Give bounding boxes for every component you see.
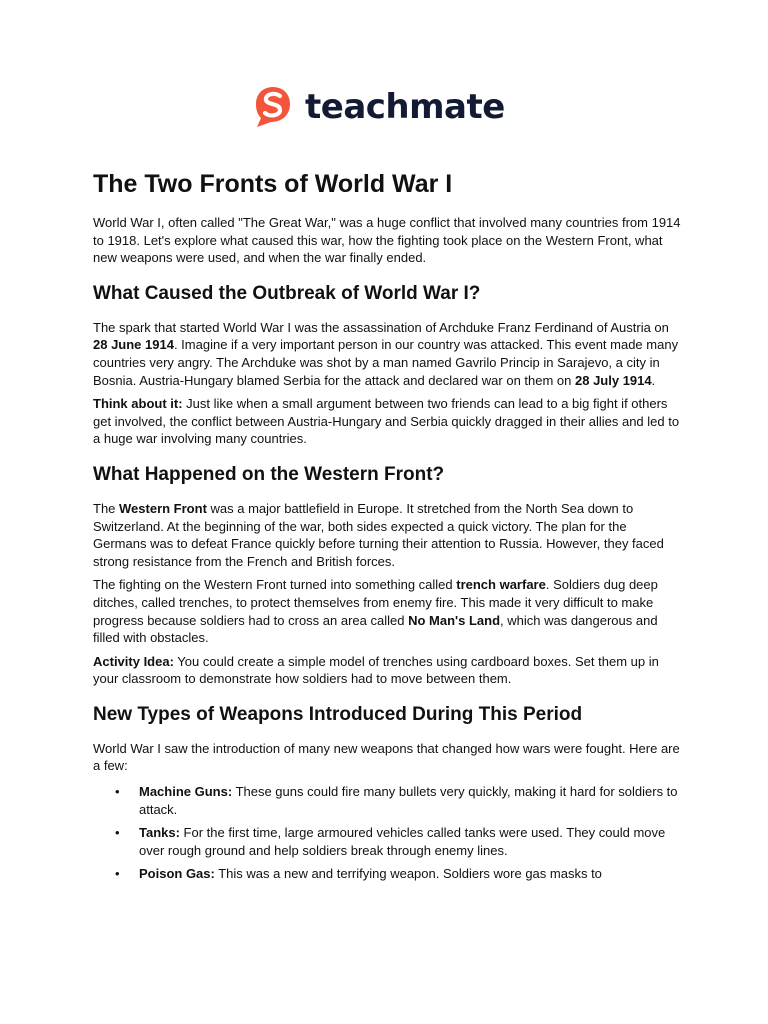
speech-bubble-s-logo-icon [254, 85, 292, 129]
western-front-paragraph: The Western Front was a major battlefield in Europe. It stretched from the North Sea down to Switzerland. At the beginning of the war, both sides expected a quick victory. The plan for the Germans was to defeat France quickly before turning their attention to Russia. However, they faced strong resistance from the French and British forces. [93, 500, 664, 569]
activity-idea-paragraph: Activity Idea: You could create a simple model of trenches using cardboard boxes. Set them up in your classroom to demonstrate how soldiers had to move between them. [93, 653, 659, 687]
date-28-july-1914: 28 July 1914 [575, 372, 652, 388]
section-heading-causes: What Caused the Outbreak of World War I? [93, 282, 481, 304]
list-item: • Poison Gas: This was a new and terrifying weapon. Soldiers wore gas masks to [115, 866, 602, 882]
think-about-it-label: Think about it: [93, 396, 183, 412]
document-body [93, 168, 683, 889]
brand-logo [254, 84, 505, 130]
weapons-intro-paragraph: World War I saw the introduction of many new weapons that changed how wars were fought. Here are a few: [93, 740, 680, 774]
section-heading-western-front: What Happened on the Western Front? [93, 463, 445, 485]
list-item: • Tanks: For the first time, large armoured vehicles called tanks were used. They could move over rough ground and help soldiers break through enemy lines. [115, 825, 666, 858]
date-28-june-1914: 28 June 1914 [93, 337, 174, 353]
trench-warfare-term: trench warfare [456, 577, 546, 593]
list-item: • Machine Guns: These guns could fire many bullets very quickly, making it hard for soldiers to attack. [115, 784, 678, 817]
think-about-it-paragraph: Think about it: Just like when a small argument between two friends can lead to a big fight if others get involved, the conflict between Austria-Hungary and Serbia quickly dragged in their allies and led to a huge war involving many countries. [93, 396, 680, 447]
trench-warfare-paragraph: The fighting on the Western Front turned into something called trench warfare. Soldiers dug deep ditches, called trenches, to protect themselves from enemy fire. This made it very difficult to make progress because soldiers had to cross an area called No Man's Land, which was dangerous and filled with obstacles. [93, 577, 658, 646]
page-title: The Two Fronts of World War I [93, 170, 453, 198]
bullet-icon: • [115, 825, 120, 841]
no-mans-land-term: No Man's Land [408, 612, 501, 628]
weapon-label: Machine Guns: [139, 784, 233, 800]
weapons-list [93, 783, 683, 883]
bullet-icon: • [115, 866, 120, 882]
activity-idea-label: Activity Idea: [93, 653, 174, 669]
intro-paragraph: World War I, often called "The Great War," was a huge conflict that involved many countries from 1914 to 1918. Let's explore what caused this war, how the fighting took place on the Western Front, what new weapons were used, and when the war finally ended. [93, 215, 681, 266]
western-front-term: Western Front [119, 500, 207, 516]
bullet-icon: • [115, 784, 120, 800]
section-heading-weapons: New Types of Weapons Introduced During This Period [93, 703, 583, 725]
brand-name: teachmate [305, 87, 505, 127]
weapon-label: Tanks: [139, 825, 180, 841]
causes-paragraph: The spark that started World War I was the assassination of Archduke Franz Ferdinand of Austria on 28 June 1914. Imagine if a very important person in our country was attacked. This event made many countries very angry. The Archduke was shot by a man named Gavrilo Princip in Sarajevo, a city in Bosnia. Austria-Hungary blamed Serbia for the attack and declared war on them on 28 July 1914. [93, 319, 679, 388]
weapon-label: Poison Gas: [139, 866, 215, 882]
